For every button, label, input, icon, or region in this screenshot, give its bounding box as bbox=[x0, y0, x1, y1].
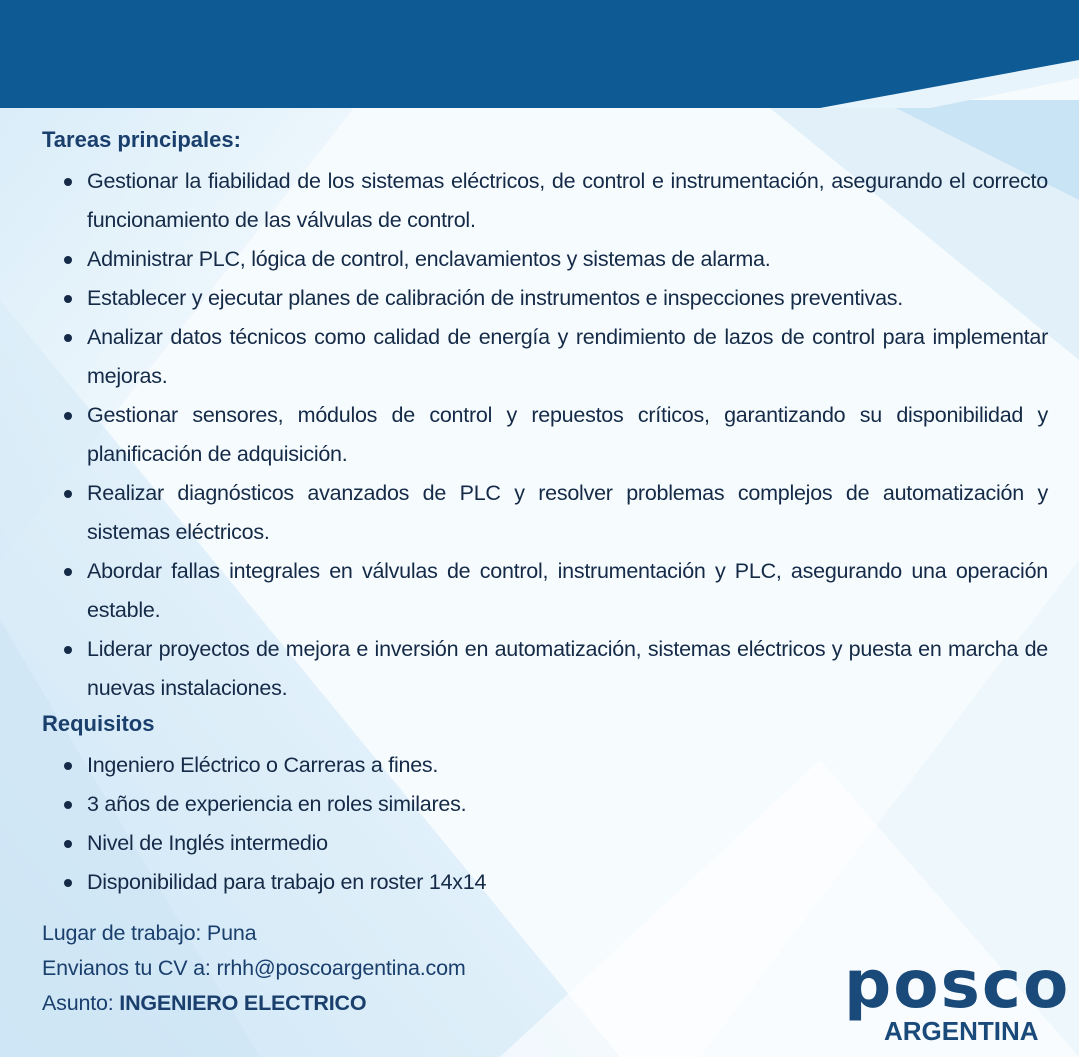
task-item: Establecer y ejecutar planes de calibración de instrumentos e inspecciones preventivas. bbox=[64, 279, 1048, 318]
header-band bbox=[0, 0, 1079, 108]
task-item: Analizar datos técnicos como calidad de energía y rendimiento de lazos de control para implementar mejoras. bbox=[64, 318, 1048, 396]
tasks-list bbox=[64, 162, 1048, 708]
task-item: Gestionar la fiabilidad de los sistemas eléctricos, de control e instrumentación, asegurando el correcto funcionamiento de las válvulas de control. bbox=[64, 162, 1048, 240]
task-item: Administrar PLC, lógica de control, enclavamientos y sistemas de alarma. bbox=[64, 240, 1048, 279]
logo-word: posco bbox=[844, 946, 1071, 1023]
requirements-title: Requisitos bbox=[42, 711, 155, 736]
work-location: Lugar de trabajo: Puna bbox=[42, 921, 257, 945]
subject-value: INGENIERO ELECTRICO bbox=[119, 991, 367, 1015]
task-item: Realizar diagnósticos avanzados de PLC y resolver problemas complejos de automatización y sistemas eléctricos. bbox=[64, 474, 1048, 552]
requirement-item: Nivel de Inglés intermedio bbox=[64, 824, 1048, 863]
subject-label: Asunto: bbox=[42, 991, 120, 1015]
tasks-title: Tareas principales: bbox=[42, 127, 241, 152]
task-item: Gestionar sensores, módulos de control y repuestos críticos, garantizando su disponibilidad y planificación de adquisición. bbox=[64, 396, 1048, 474]
requirement-item: Disponibilidad para trabajo en roster 14x14 bbox=[64, 863, 1048, 902]
posco-logo bbox=[844, 946, 1071, 1050]
requirement-item: 3 años de experiencia en roles similares. bbox=[64, 785, 1048, 824]
requirements-list bbox=[64, 746, 1048, 902]
task-item: Abordar fallas integrales en válvulas de control, instrumentación y PLC, asegurando una operación estable. bbox=[64, 552, 1048, 630]
subject-line bbox=[42, 986, 466, 1021]
email-line: Envianos tu CV a: rrhh@poscoargentina.com bbox=[42, 956, 466, 980]
job-description bbox=[42, 124, 1048, 902]
requirement-item: Ingeniero Eléctrico o Carreras a fines. bbox=[64, 746, 1048, 785]
logo-subtitle: ARGENTINA bbox=[884, 1016, 1039, 1046]
task-item: Liderar proyectos de mejora e inversión en automatización, sistemas eléctricos y puesta en marcha de nuevas instalaciones. bbox=[64, 630, 1048, 708]
contact-info bbox=[42, 916, 466, 1021]
